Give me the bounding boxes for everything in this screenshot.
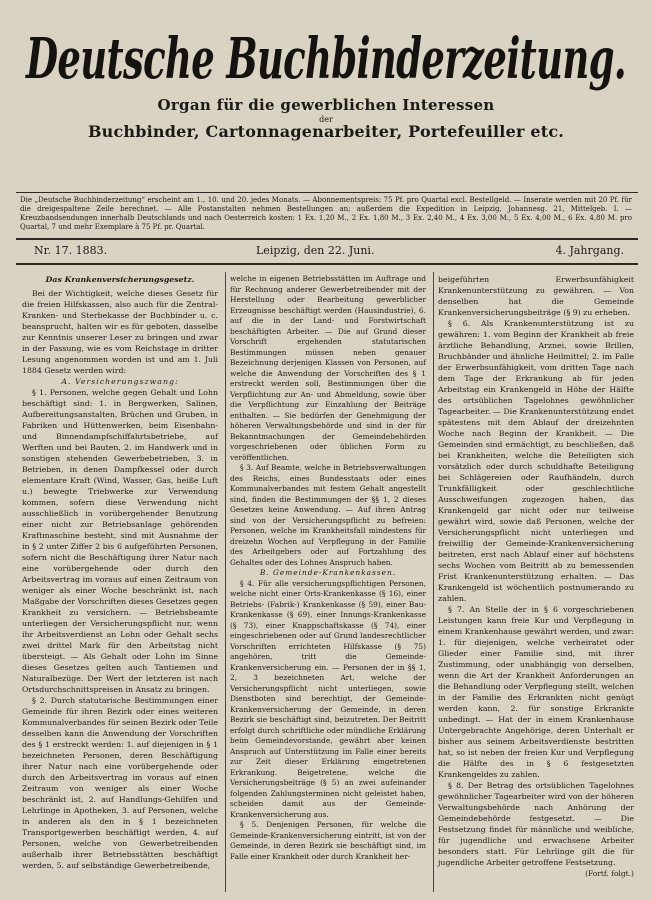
paragraph: § 5. Denjenigen Personen, für welche die Gemeinde-Krankenversicherung eintritt, ist von der Gemeinde, in deren Bezirk sie beschäftigt sind, im Falle einer Krankheit oder durch Krankheit her- [230,820,426,861]
title-text: Deutsche Buchbinderzeitung. [24,26,626,92]
subscription-notice: Die „Deutsche Buchbinderzeitung“ erscheint am 1., 10. und 20. jedes Monats. — Abonnementspreis: 75 Pf. pro Quartal excl. Bestellgeld. — Inserate werden mit 20 Pf. für die dreigespaltene Zeile berechnet. — Alle Postanstalten nehmen Bestellungen an; außerdem die Expedition in Leipzig, Johannesg. 21, Mittelgeb. I. — Kreuzbandsendungen innerhalb Deutschlands und nach Oesterreich kosten: 1 Ex. 1,20 M., 2 Ex. 1,80 M., 3 Ex. 2,40 M., 4 Ex. 3,00 M., 5 Ex. 4,00 M., 6 Ex. 4,80 M. pro Quartal, 7 und mehr Exemplare à 75 Pf. pr. Quartal. [20,196,632,231]
masthead-title [20,14,632,98]
paragraph: § 3. Auf Beamte, welche in Betriebsverwaltungen des Reichs, eines Bundesstaats oder eines Kommunalverbandes mit festem Gehalt angestellt sind, finden die Bestimmungen der §§ 1, 2 dieses Gesetzes keine Anwendung. — Auf ihren Antrag sind von der Versicherungspflicht zu befreien: Personen, welche im Krankheitsfall mindestens für dreizehn Wochen auf Verpflegung in der Familie des Arbeitgebers oder auf Fortzahlung des Gehaltes oder des Lohnes Anspruch haben. [230,463,426,567]
paragraph: § 8. Der Betrag des ortsüblichen Tagelohnes gewöhnlicher Tagearbeiter wird von der höheren Verwaltungsbehörde nach Anhörung der Gemeindebehörde festgesetzt. — Die Festsetzung findet für männliche und weibliche, für jugendliche und erwachsene Arbeiter besonders statt. Für Lehrlinge gilt die für jugendliche Arbeiter getroffene Festsetzung. [438,781,634,867]
paragraph: § 2. Durch statutarische Bestimmungen einer Gemeinde für ihren Bezirk oder eines weiteren Kommunalverbandes für seinen Bezirk oder Teile desselben kann die Anwendung der Vorschriften des § 1 erstreckt werden: 1. auf diejenigen in § 1 bezeichneten Personen, deren Beschäftigung ihrer Natur nach eine vorübergehende oder durch den Arbeitsvertrag im voraus auf einen Zeitraum von weniger als einer Woche beschränkt ist, 2. auf Handlungs-Gehilfen und Lehrlinge in Apotheken, 3. auf Personen, welche in anderen als den in § 1 bezeichneten Transportgewerben beschäftigt werden, 4. auf Personen, welche von Gewerbetreibenden außerhalb ihrer Betriebsstätten beschäftigt werden, 5. auf selbständige Gewerbetreibende, [22,696,218,870]
section-heading: A. Versicherungszwang: [61,377,179,386]
masthead [20,14,632,141]
paragraph: welche in eigenen Betriebsstätten im Auftrage und für Rechnung anderer Gewerbetreibender mit der Herstellung oder Bearbeitung gewerblicher Erzeugnisse beschäftigt werden (Hausindustrie), 6. auf die in der Land- und Forstwirtschaft beschäftigten Arbeiter. — Die auf Grund dieser Vorschrift ergehenden statutarischen Bestimmungen müssen neben genauer Bezeichnung derjenigen Klassen von Personen, auf welche die Anwendung der Vorschriften des § 1 erstreckt werden soll, Bestimmungen über die Verpflichtung zur An- und Abmeldung, sowie über die Verpflichtung zur Einzahlung der Beiträge enthalten. — Sie bedürfen der Genehmigung der höheren Verwaltungsbehörde und sind in der für Bekanntmachungen der Gemeindebehörden vorgeschriebenen oder üblichen Form zu veröffentlichen. [230,274,426,462]
article-title: Das Krankenversicherungsgesetz. [45,275,195,284]
article-column-3 [438,274,634,879]
paragraph: § 6. Als Krankenunterstützung ist zu gewähren: 1. vom Beginn der Krankheit ab freie ärztliche Behandlung, Arznei, sowie Brillen, Bruchbänder und ähnliche Heilmittel; 2. im Falle der Erwerbsunfähigkeit, vom dritten Tage nach dem Tage der Erkrankung ab für jeden Arbeitstag ein Krankengeld in Höhe der Hälfte des ortsüblichen Tagelohnes gewöhnlicher Tagearbeiter. — Die Krankenunterstützung endet spätestens mit dem Ablauf der dreizehnten Woche nach Beginn der Krankheit. — Die Gemeinden sind ermächtigt, zu beschließen, daß bei Krankheiten, welche die Beteiligten sich vorsätzlich oder durch schuldhafte Beteiligung bei Schlägereien oder Raufhändeln, durch Trunkfälligkeit oder geschlechtliche Ausschweifungen zugezogen haben, das Krankengeld gar nicht oder nur teilweise gewährt wird, sowie daß Personen, welche der Versicherungspflicht nicht unterliegen und freiwillig der Gemeinde-Krankenversicherung beitreten, erst nach Ablauf einer auf höchstens sechs Wochen vom Beitritt ab zu bemessenden Frist Krankenunterstützung erhalten. — Das Krankengeld ist wöchentlich postnumerando zu zahlen. [438,319,634,603]
issue-place-date: Leipzig, den 22. Juni. [256,244,375,257]
paragraph: § 4. Für alle versicherungspflichtigen Personen, welche nicht einer Orts-Krankenkasse (§ 16), einer Betriebs- (Fabrik-) Krankenkasse (§ 59), einer Bau-Krankenkasse (§ 69), einer Innungs-Krankenkasse (§ 73), einer Knappschaftskasse (§ 74), einer eingeschriebenen oder auf Grund landesrechtlicher Vorschriften errichteten Hilfskasse (§ 75) angehören, tritt die Gemeinde-Krankenversicherung ein. — Personen der in §§ 1, 2, 3 bezeichneten Art, welche der Versicherungspflicht nicht unterliegen, sowie Dienstboten sind berechtigt, der Gemeinde-Krankenversicherung der Gemeinde, in deren Bezirk sie beschäftigt sind, beizutreten. Der Beitritt erfolgt durch schriftliche oder mündliche Erklärung beim Gemeindevorstande, gewährt aber keinen Anspruch auf Unterstützung im Falle einer bereits zur Zeit dieser Erklärung eingetretenen Erkrankung. Beigetretene, welche die Versicherungsbeiträge (§ 5) an zwei aufeinander folgenden Zahlungsterminen nicht geleistet haben, scheiden damit aus der Gemeinde-Krankenversicherung aus. [230,578,426,819]
paragraph: § 1. Personen, welche gegen Gehalt und Lohn beschäftigt sind: 1. in Bergwerken, Salinen, Aufbereitungsanstalten, Brüchen und Gruben, in Fabriken und Hüttenwerken, beim Eisenbahn- und Binnendampfschiffahrtsbetriebe, auf Werften und bei Bauten, 2. im Handwerk und in sonstigen stehenden Gewerbebetrieben, 3. in Betrieben, in denen Dampfkessel oder durch elementare Kraft (Wind, Wasser, Gas, heiße Luft u.) bewegte Triebwerke zur Verwendung kommen, sofern diese Verwendung nicht ausschließlich in vorübergehender Benutzung einer nicht zur Betriebsanlage gehörenden Kraftmaschine besteht, sind mit Ausnahme der in § 2 unter Ziffer 2 bis 6 aufgeführten Personen, sofern nicht die Beschäftigung ihrer Natur nach eine vorübergehende oder durch den Arbeitsvertrag im voraus auf einen Zeitraum von weniger als einer Woche beschränkt ist, nach Maßgabe der Vorschriften dieses Gesetzes gegen Krankheit zu versichern. — Betriebsbeamte unterliegen der Versicherungspflicht nur, wenn ihr Arbeitsverdienst an Lohn oder Gehalt sechs zwei drittel Mark für den Arbeitstag nicht übersteigt. — Als Gehalt oder Lohn im Sinne dieses Gesetzes gelten auch Tantiemen und Naturalbezüge. Der Wert der letzteren ist nach Ortsdurchschnittspreisen in Ansatz zu bringen. [22,388,218,694]
subtitle-organ: Organ für die gewerblichen Interessen [157,96,495,114]
continuation-note: (Fortf. folgt.) [585,869,634,878]
section-heading: B. Gemeinde-Krankenkassen. [259,568,397,577]
divider [16,192,638,193]
paragraph: beigeführten Erwerbsunfähigkeit Krankenunterstützung zu gewähren. — Von denselben hat die Gemeinde Krankenversicherungsbeiträge (§ 9) zu erheben. [438,275,634,317]
article-column-1 [22,274,218,871]
subtitle-trades: Buchbinder, Cartonnagenarbeiter, Portefeuiller etc. [87,122,565,141]
issue-number: Nr. 17. 1883. [34,244,108,257]
paragraph: § 7. An Stelle der in § 6 vorgeschriebenen Leistungen kann freie Kur und Verpflegung in einem Krankenhause gewährt werden, und zwar: 1. für diejenigen, welche verheiratet oder Glieder einer Familie sind, mit ihrer Zustimmung, oder unabhängig von derselben, wenn die Art der Krankheit Anforderungen an die Behandlung oder Verpflegung stellt, welchen in der Familie des Erkrankten nicht genügt werden kann, 2. für sonstige Erkrankte unbedingt. — Hat der in einem Krankenhause Untergebrachte Angehörige, deren Unterhalt er bisher aus seinem Arbeitsverdienste bestritten hat, so ist neben der freien Kur und Verpflegung die Hälfte des in § 6 festgesetzten Krankengeldes zu zahlen. [438,605,634,779]
column-divider [225,272,226,892]
issue-line [20,244,632,260]
column-divider [433,272,434,892]
issue-volume: 4. Jahrgang. [555,244,624,257]
divider [16,238,638,240]
paragraph: Bei der Wichtigkeit, welche dieses Gesetz für die freien Hilfskassen, also auch für die Zentral-Kranken- und Sterbekasse der Buchbinder u. c. beansprucht, halten wir es für geboten, dasselbe zur Kenntnis unserer Leser zu bringen und zwar in der Fassung, wie es vom Reichstage in dritter Lesung angenommen worden ist und am 1. Juli 1884 Gesetz werden wird: [22,289,218,375]
article-column-2 [230,274,426,862]
subtitle-der: der [319,115,333,124]
divider [16,263,638,265]
